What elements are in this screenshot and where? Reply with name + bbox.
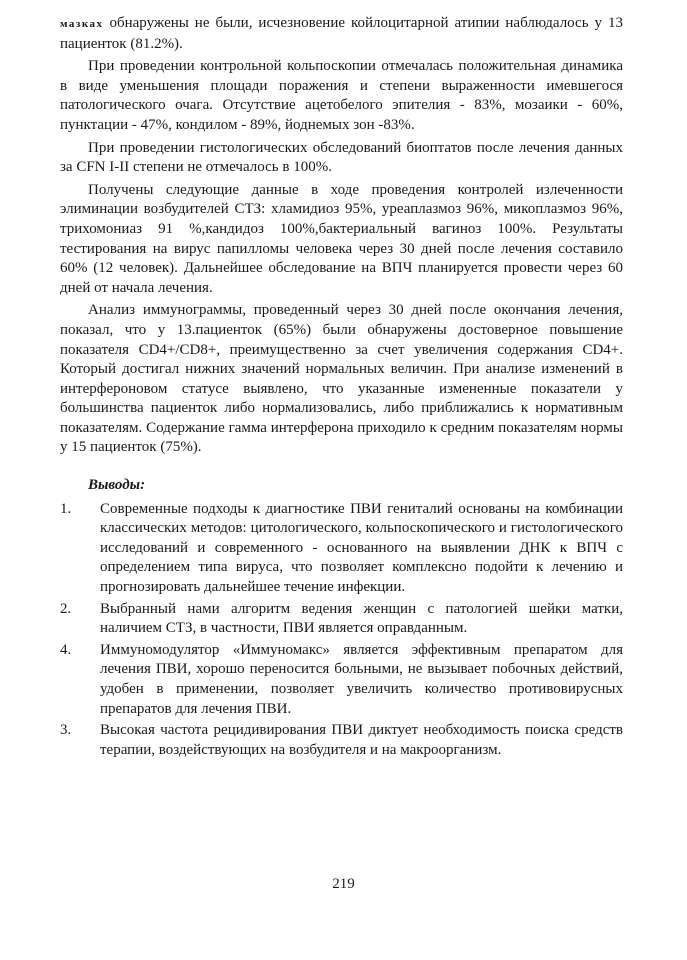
conclusion-text: Высокая частота рецидивирования ПВИ диктует необходимость поиска средств терапии, воздействующих на возбудителя и на макроорганизм. <box>100 722 623 758</box>
conclusion-number: 3. <box>60 722 72 739</box>
conclusion-number: 4. <box>60 641 72 658</box>
page-content <box>60 14 623 762</box>
paragraph-immunogram: Анализ иммунограммы, проведенный через 30 дней после окончания лечения, показал, что у 13.пациенток (65%) были обнаружены достоверное повышение показателя CD4+/CD8+, преимущественно за счет увеличения содержания CD4+. Который достигал нижних значений нормальных величин. При анализе изменений в интерфероновом статусе выявлено, что указанные измененные показатели у большинства пациенток либо нормализовались, либо приближались к нормативным показателям. Содержание гамма интерферона приходило к средним показателям нормы у 15 пациенток (75%). <box>60 302 623 456</box>
conclusion-item <box>60 500 623 598</box>
conclusion-text: Иммуномодулятор «Иммуномакс» является эффективным препаратом для лечения ПВИ, хорошо переносится больными, не вызывает побочных действий, удобен в применении, позволяет увеличить количество противовирусных препаратов для лечения ПВИ. <box>100 641 623 717</box>
conclusion-item <box>60 641 623 719</box>
conclusion-number: 1. <box>60 500 72 517</box>
paragraph-continuation <box>60 14 623 54</box>
conclusion-text: Выбранный нами алгоритм ведения женщин с патологией шейки матки, наличием СТЗ, в частности, ПВИ является оправданным. <box>100 600 623 637</box>
paragraph-elimination-results: Получены следующие данные в ходе проведения контролей излеченности элиминации возбудителей СТЗ: хламидиоз 95%, уреаплазмоз 96%, микоплазмоз 96%, трихомониаз 91 %,кандидоз 100%,бактериальный вагиноз 100%. Результаты тестирования на вирус папилломы человека через 30 дней после лечения составило 60% (12 человек). Дальнейшее обследование на ВПЧ планируется провести через 60 дней от начала лечения. <box>60 181 623 296</box>
conclusion-text: Современные подходы к диагностике ПВИ гениталий основаны на комбинации классических методов: цитологического, кольпоскопического и гистологического исследований и современного - основанного на выявлении ДНК к ВПЧ с определением типа вируса, что позволяет комплексно подойти к лечению и прогнозировать дальнейшее течение инфекции. <box>100 500 623 596</box>
paragraph-text: обнаружены не были, исчезновение койлоцитарной атипии наблюдалось у 13 пациенток (81.2%). <box>60 15 623 52</box>
conclusions-heading: Выводы: <box>88 477 146 494</box>
conclusion-item <box>60 721 623 760</box>
paragraph-lead-word: мазках <box>60 18 104 30</box>
paragraph-histology: При проведении гистологических обследований биоптатов после лечения данных за CFN I-II степени не отмечалось в 100%. <box>60 139 623 176</box>
conclusion-number: 2. <box>60 600 72 617</box>
conclusions-list <box>60 500 623 761</box>
page-number: 219 <box>332 876 355 892</box>
paragraph-colposcopy: При проведении контрольной кольпоскопии отмечалась положительная динамика в виде уменьшения площади поражения и степени выраженности имевшегося патологического очага. Отсутствие ацетобелого эпителия - 83%, мозаики - 60%, пунктации - 47%, кондилом - 89%, йоднемых зон -83%. <box>60 58 623 133</box>
conclusion-item <box>60 600 623 639</box>
